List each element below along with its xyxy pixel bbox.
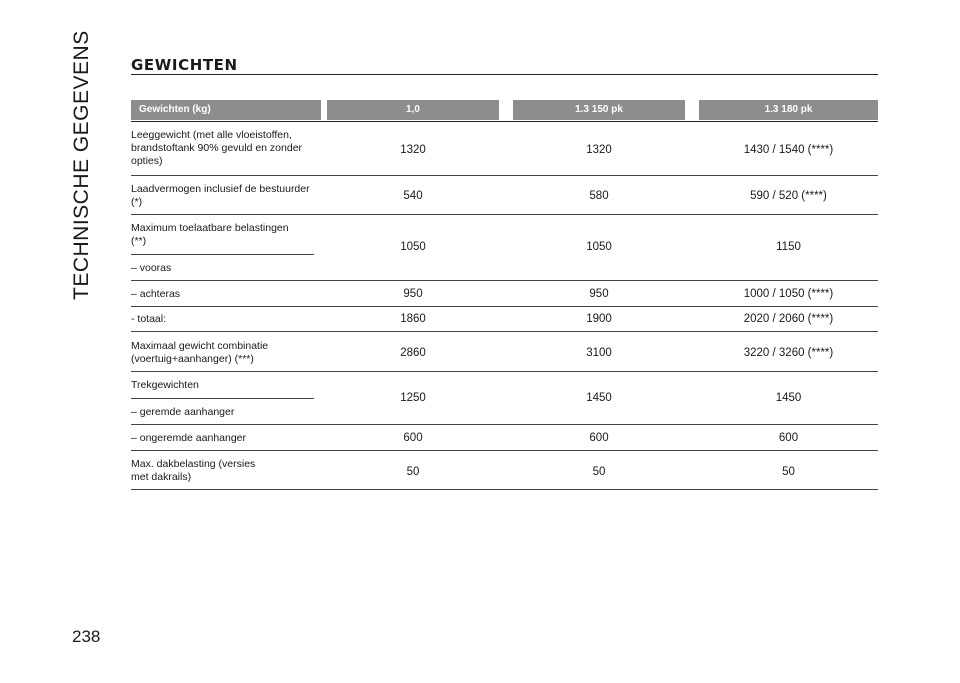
- table-cell: 3100: [586, 347, 612, 359]
- table-cell: 1050: [400, 241, 426, 253]
- row-divider: [131, 280, 878, 281]
- sub-divider: [131, 254, 314, 255]
- table-cell: 1250: [400, 392, 426, 404]
- row-label-roof-load: Max. dakbelasting (versies met dakrails): [131, 458, 256, 483]
- sub-divider: [131, 398, 314, 399]
- table-cell: 950: [403, 288, 423, 300]
- header-divider: [131, 121, 878, 122]
- table-cell: 590 / 520 (****): [750, 190, 827, 202]
- table-cell: 600: [589, 432, 609, 444]
- table-header-row: [131, 100, 878, 120]
- table-cell: 50: [406, 466, 420, 478]
- table-cell: 1320: [586, 144, 612, 156]
- section-side-title: TECHNISCHE GEGEVENS: [70, 30, 93, 300]
- table-cell: 2020 / 2060 (****): [743, 313, 834, 325]
- row-label-total: - totaal:: [131, 313, 167, 325]
- table-cell: 2860: [400, 347, 426, 359]
- row-divider: [131, 214, 878, 215]
- row-label-empty-weight: Leeggewicht (met alle vloeistoffen, brandstoftank 90% gevuld en zonder opties): [131, 129, 303, 167]
- table-cell: 1860: [400, 313, 426, 325]
- row-label-max-loads: Maximum toelaatbare belastingen (**): [131, 222, 289, 247]
- table-cell: 3220 / 3260 (****): [743, 347, 834, 359]
- header-cell-weights: Gewichten (kg): [131, 100, 321, 120]
- row-label-front-axle: – vooras: [131, 262, 172, 274]
- table-cell: 950: [589, 288, 609, 300]
- table-cell: 50: [782, 466, 795, 478]
- header-cell-1-3-150: 1.3 150 pk: [513, 100, 685, 120]
- row-label-payload: Laadvermogen inclusief de bestuurder (*): [131, 183, 310, 208]
- table-cell: 580: [589, 190, 609, 202]
- row-divider: [131, 331, 878, 332]
- table-cell: 1150: [776, 241, 801, 253]
- table-cell: 50: [592, 466, 606, 478]
- table-cell: 1050: [586, 241, 612, 253]
- table-cell: 600: [403, 432, 423, 444]
- row-label-combination-weight: Maximaal gewicht combinatie (voertuig+aanhanger) (***): [131, 340, 269, 365]
- table-cell: 1450: [775, 392, 802, 404]
- table-cell: 600: [778, 432, 799, 444]
- table-cell: 540: [403, 190, 423, 202]
- row-divider: [131, 371, 878, 372]
- row-label-towing-weights: Trekgewichten: [131, 379, 199, 391]
- row-divider: [131, 424, 878, 425]
- row-label-braked-trailer: – geremde aanhanger: [131, 406, 235, 418]
- row-divider: [131, 175, 878, 176]
- row-label-rear-axle: – achteras: [131, 288, 181, 300]
- row-divider: [131, 450, 878, 451]
- page-number: 238: [72, 627, 101, 646]
- page-heading: GEWICHTEN: [131, 56, 238, 74]
- table-cell: 1320: [400, 144, 426, 156]
- table-bottom-divider: [131, 489, 878, 490]
- header-cell-1-3-180: 1.3 180 pk: [699, 100, 878, 120]
- table-cell: 1000 / 1050 (****): [743, 288, 834, 300]
- header-cell-1-0: 1,0: [327, 100, 499, 120]
- table-cell: 1900: [586, 313, 612, 325]
- row-divider: [131, 306, 878, 307]
- row-label-unbraked-trailer: – ongeremde aanhanger: [131, 432, 247, 444]
- table-cell: 1430 / 1540 (****): [743, 144, 834, 156]
- heading-divider: [131, 74, 878, 75]
- table-cell: 1450: [586, 392, 612, 404]
